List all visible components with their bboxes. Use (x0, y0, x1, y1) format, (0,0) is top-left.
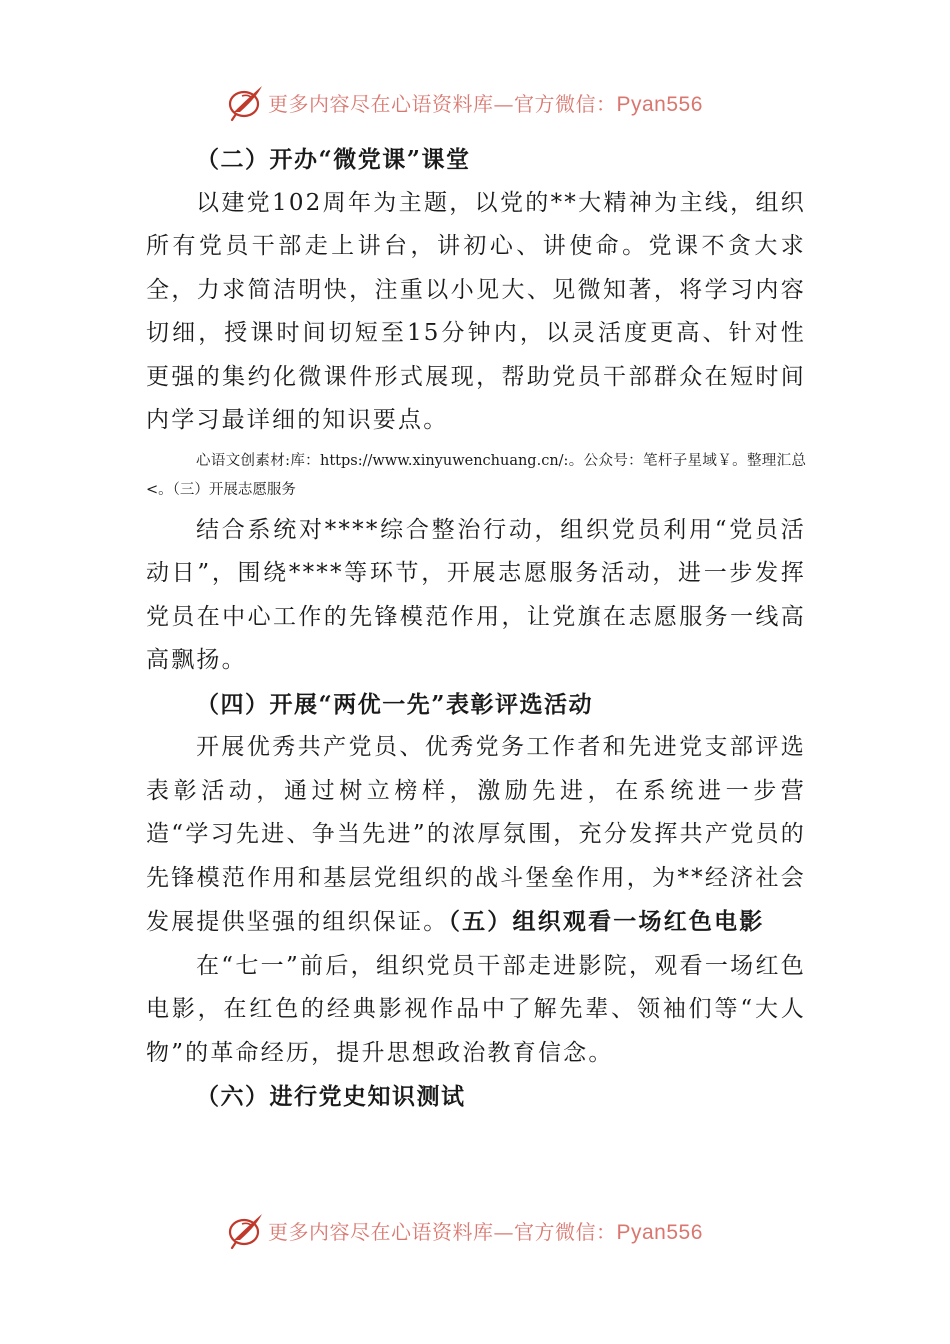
section-2-body: 以建党102周年为主题，以党的**大精神为主线，组织所有党员干部走上讲台，讲初心、讲使命。党课不贪大求全，力求简洁明快，注重以小见大、见微知著，将学习内容切细，授课时间切短至15分钟内，以灵活度更高、针对性更强的集约化微课件形式展现，帮助党员干部群众在短时间内学习最详细的知识要点。 (146, 189, 806, 433)
quill-logo-icon (226, 82, 266, 122)
section-2-heading: （二）开办“微党课”课堂 (196, 146, 471, 173)
watermark-wechat-id: Pyan556 (616, 93, 703, 116)
watermark-text: 更多内容尽在心语资料库—官方微信：Pyan556 (268, 1220, 703, 1244)
watermark-text: 更多内容尽在心语资料库—官方微信：Pyan556 (268, 92, 703, 116)
section-5-heading: （五）组织观看一场红色电影 (448, 908, 765, 935)
section-6-heading: （六）进行党史知识测试 (196, 1083, 466, 1110)
section-4-body-text: 开展优秀共产党员、优秀党务工作者和先进党支部评选表彰活动，通过树立榜样，激励先进，在系统进一步营造“学习先进、争当先进”的浓厚氛围，充分发挥共产党员的先锋模范作用和基层党组织的战斗堡垒作用，为**经济社会发展提供坚强的组织保证。 (146, 734, 806, 935)
watermark-header (0, 80, 950, 124)
section-4-heading: （四）开展“两优一先”表彰评选活动 (196, 690, 593, 718)
document-body (146, 138, 806, 1119)
section-3-body: 结合系统对****综合整治行动，组织党员利用“党员活动日”，围绕****等环节，开展志愿服务活动，进一步发挥党员在中心工作的先锋模范作用，让党旗在志愿服务一线高高飘扬。 (146, 516, 806, 673)
watermark-wechat-id: Pyan556 (616, 1221, 703, 1244)
quill-logo-icon (226, 1210, 266, 1250)
section-4-body (146, 726, 806, 945)
watermark-footer (0, 1208, 950, 1252)
section-5-body: 在“七一”前后，组织党员干部走进影院，观看一场红色电影，在红色的经典影视作品中了解先辈、领袖们等“大人物”的革命经历，提升思想政治教育信念。 (146, 952, 806, 1066)
source-note: 心语文创素材:库：https://www.xinyuwenchuang.cn/:。公众号：笔杆子星域￥。整理汇总<。（三）开展志愿服务 (146, 452, 806, 498)
